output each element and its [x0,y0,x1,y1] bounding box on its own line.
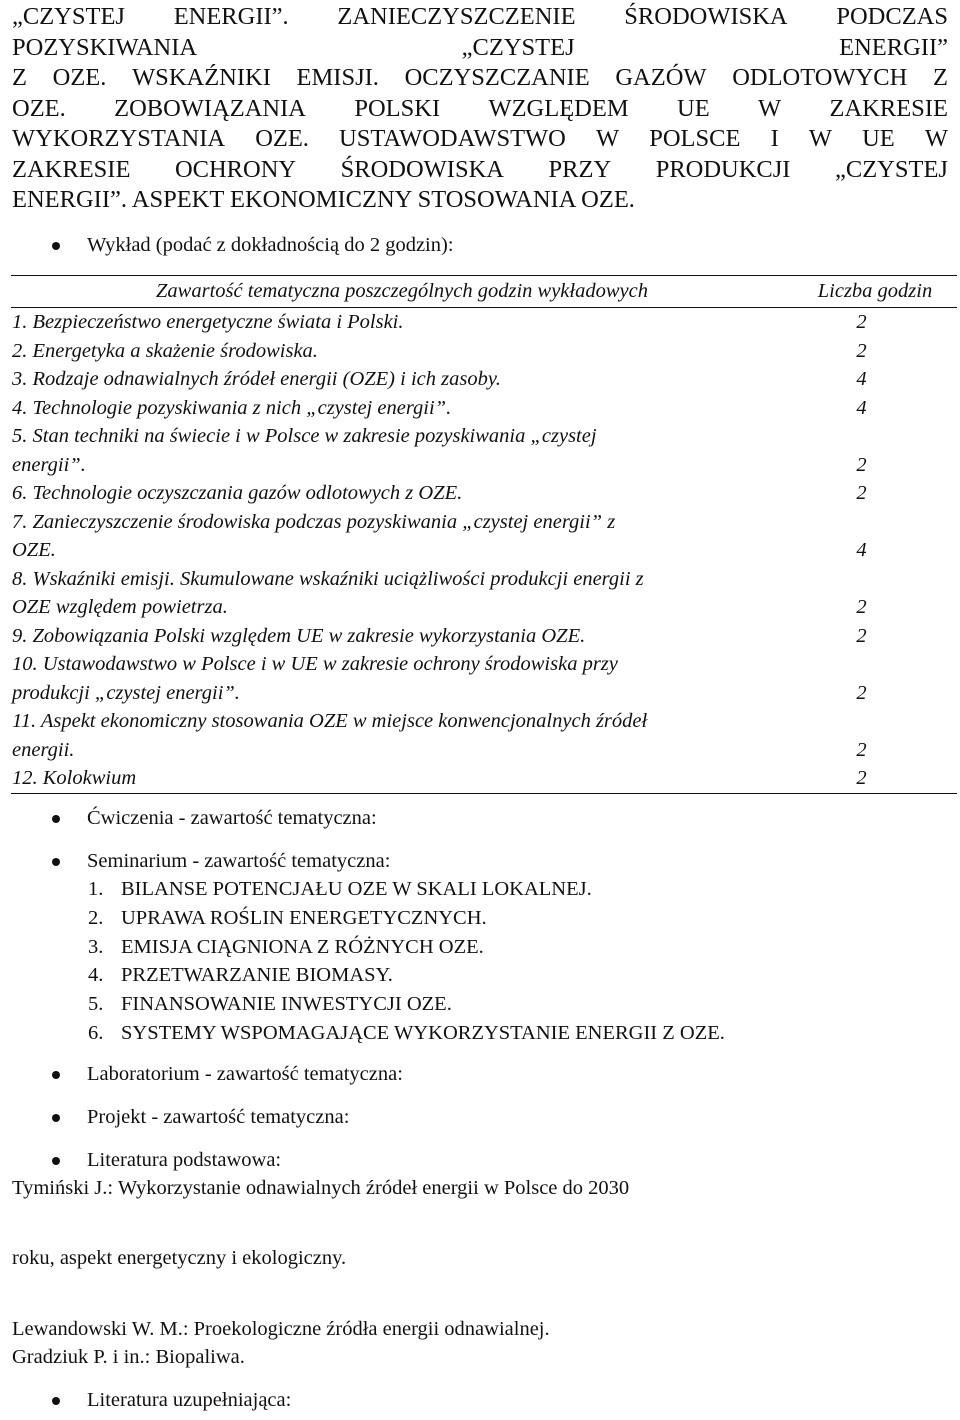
list-number: 1. [88,878,104,900]
heading-word: POZYSKIWANIA [12,33,198,61]
topic-cell [11,707,792,764]
list-text: BILANSE POTENCJAŁU OZE W SKALI LOKALNEJ. [121,878,592,900]
topic-text: 6. Technologie oczyszczania gazów odlotowych z OZE. [12,482,463,504]
heading-line [12,2,948,33]
heading-word: W [924,125,948,152]
exercises-label: Ćwiczenia - zawartość tematyczna: [87,807,377,829]
table-row [11,565,957,622]
hours-cell: 4 [856,368,867,390]
heading-word: ZAKRESIE [829,94,948,122]
topic-text: 10. Ustawodawstwo w Polsce i w UE w zakresie ochrony środowiska przy [12,653,618,675]
topic-cell [11,479,792,508]
laboratory-bullet [52,1063,403,1086]
list-item [88,875,725,904]
heading-word: POLSCE [649,125,741,152]
literature-basic-bullet [52,1149,281,1172]
topic-text: 12. Kolokwium [12,767,137,789]
exercises-bullet [52,807,377,830]
table-row [11,508,957,565]
heading-word: UE [862,125,895,152]
heading-word: ZOBOWIĄZANIA [114,94,306,122]
heading-line [12,155,948,186]
seminar-bullet [52,850,390,873]
topic-cell [11,508,792,565]
heading-word: WZGLĘDEM [488,94,629,122]
heading-word: ŚRODOWISKA [624,3,788,30]
project-label: Projekt - zawartość tematyczna: [87,1106,350,1128]
hours-cell: 2 [856,624,867,647]
heading-word: „CZYSTEJ [461,33,575,61]
topic-text: produkcji „czystej energii”. [12,681,240,704]
list-item [88,961,725,990]
topic-text: energii. [12,738,75,761]
table-row [11,650,957,707]
bullet-icon [52,858,60,866]
topic-text: 1. Bezpieczeństwo energetyczne świata i Polski. [12,311,404,333]
heading-word: OCZYSZCZANIE [404,64,590,91]
topic-cell [11,308,792,337]
literature-basic-label: Literatura podstawowa: [87,1149,282,1171]
topic-text: 5. Stan techniki na świecie i w Polsce w zakresie pozyskiwania „czystej [12,425,597,447]
topic-cell [11,622,792,651]
table-row [11,622,957,651]
heading-word: ŚRODOWISKA [340,155,504,183]
topic-text: OZE względem powietrza. [12,596,228,618]
topic-text: 4. Technologie pozyskiwania z nich „czystej energii”. [12,396,452,419]
literature-entry: roku, aspekt energetyczny i ekologiczny. [12,1247,347,1269]
heading-word: OZE. [12,94,66,122]
literature-supplementary-bullet [52,1389,291,1412]
heading-word: ODLOTOWYCH [732,64,908,91]
heading-word: W [808,125,832,152]
list-number: 6. [88,1021,104,1044]
topic-cell [11,365,792,394]
heading-word: OZE. [255,125,309,152]
table-row [11,422,957,479]
topic-text: 11. Aspekt ekonomiczny stosowania OZE w miejsce konwencjonalnych źródeł [12,710,648,732]
table-header [11,275,957,308]
list-text: PRZETWARZANIE BIOMASY. [121,964,393,987]
heading-word: ENERGII”. ASPEKT EKONOMICZNY STOSOWANIA OZE. [12,186,635,213]
heading-word: PRZY [548,155,612,183]
heading-word: Z [12,64,27,91]
topics-heading [12,2,948,216]
hours-cell: 2 [856,767,867,789]
table-row [11,365,957,394]
topic-text: 8. Wskaźniki emisji. Skumulowane wskaźniki uciążliwości produkcji energii z [12,567,644,590]
hours-cell: 2 [856,681,867,704]
list-text: UPRAWA ROŚLIN ENERGETYCZNYCH. [121,906,487,929]
topic-cell [11,650,792,707]
table-body [11,308,957,793]
project-bullet [52,1106,349,1129]
literature-entry: Gradziuk P. i in.: Biopaliwa. [12,1346,245,1368]
table-row [11,337,957,366]
topic-cell [11,565,792,622]
topic-cell [11,422,792,479]
heading-line [12,63,948,94]
heading-word: EMISJI. [296,64,379,91]
heading-word: PODCZAS [836,3,948,30]
bullet-icon [52,1397,60,1405]
heading-word: PRODUKCJI [655,155,791,183]
seminar-label: Seminarium - zawartość tematyczna: [87,850,391,872]
list-item [88,904,725,933]
heading-word: WSKAŹNIKI [132,64,271,91]
bullet-icon [52,1071,60,1079]
heading-word: OCHRONY [174,155,297,183]
heading-word: W [758,94,782,122]
table-row [11,308,957,337]
list-number: 5. [88,993,104,1016]
heading-word: „CZYSTEJ [835,155,948,183]
table-bottom-rule [11,793,957,794]
heading-word: OZE. [52,64,107,91]
list-text: SYSTEMY WSPOMAGAJĄCE WYKORZYSTANIE ENERGII Z OZE. [121,1021,725,1044]
list-item [88,1019,725,1048]
heading-word: GAZÓW [615,64,707,91]
topic-text: OZE. [12,539,56,561]
hours-cell: 2 [856,482,867,504]
bullet-icon [52,815,60,823]
laboratory-label: Laboratorium - zawartość tematyczna: [87,1063,403,1085]
hours-cell: 2 [856,311,867,333]
heading-word: ZAKRESIE [12,155,131,183]
heading-word: I [770,125,779,152]
heading-word: WYKORZYSTANIA [12,125,226,152]
literature-entry: Lewandowski W. M.: Proekologiczne źródła energii odnawialnej. [12,1318,550,1340]
heading-word: Z [933,64,948,91]
list-item [88,990,725,1019]
literature-entry: Tymiński J.: Wykorzystanie odnawialnych źródeł energii w Polsce do 2030 [12,1177,630,1199]
table-row [11,764,957,793]
heading-word: ZANIECZYSZCZENIE [337,3,576,30]
topic-text: 7. Zanieczyszczenie środowiska podczas pozyskiwania „czystej energii” z [12,510,616,533]
bullet-icon [52,242,60,250]
topic-cell [11,337,792,366]
table-row [11,707,957,764]
heading-line [12,94,948,125]
column-header-hours: Liczba godzin [817,280,933,302]
literature-supplementary-label: Literatura uzupełniająca: [87,1389,292,1411]
topic-cell [11,394,792,423]
list-number: 4. [88,964,104,987]
lecture-label: Wykład (podać z dokładnością do 2 godzin): [87,234,454,256]
heading-word: USTAWODAWSTWO [339,125,566,152]
heading-line [12,33,948,64]
table-row [11,479,957,508]
heading-word: W [596,125,620,152]
hours-cell: 2 [856,596,867,618]
lecture-table [11,275,957,794]
heading-line [12,185,948,216]
column-header-content: Zawartość tematyczna poszczególnych godzin wykładowych [156,280,648,302]
list-number: 2. [88,906,104,929]
topic-text: 9. Zobowiązania Polski względem UE w zakresie wykorzystania OZE. [12,624,586,647]
lecture-bullet [52,234,454,257]
list-text: EMISJA CIĄGNIONA Z RÓŻNYCH OZE. [121,935,484,958]
topic-text: 3. Rodzaje odnawialnych źródeł energii (OZE) i ich zasoby. [12,368,501,390]
list-text: FINANSOWANIE INWESTYCJI OZE. [121,993,452,1016]
hours-cell: 4 [856,539,867,561]
hours-cell: 2 [856,453,867,476]
heading-word: ENERGII”. [173,3,289,30]
table-row [11,394,957,423]
hours-cell: 2 [856,738,867,761]
topic-text: energii”. [12,453,86,476]
heading-word: POLSKI [354,94,441,122]
heading-line [12,124,948,155]
heading-word: UE [677,94,710,122]
bullet-icon [52,1114,60,1122]
hours-cell: 2 [856,339,867,362]
hours-cell: 4 [856,396,867,419]
bullet-icon [52,1157,60,1165]
seminar-list [88,875,725,1048]
topic-cell [11,764,792,793]
list-number: 3. [88,935,104,958]
topic-text: 2. Energetyka a skażenie środowiska. [12,339,318,362]
heading-word: ENERGII” [839,33,948,61]
list-item [88,933,725,962]
heading-word: „CZYSTEJ [12,3,125,30]
